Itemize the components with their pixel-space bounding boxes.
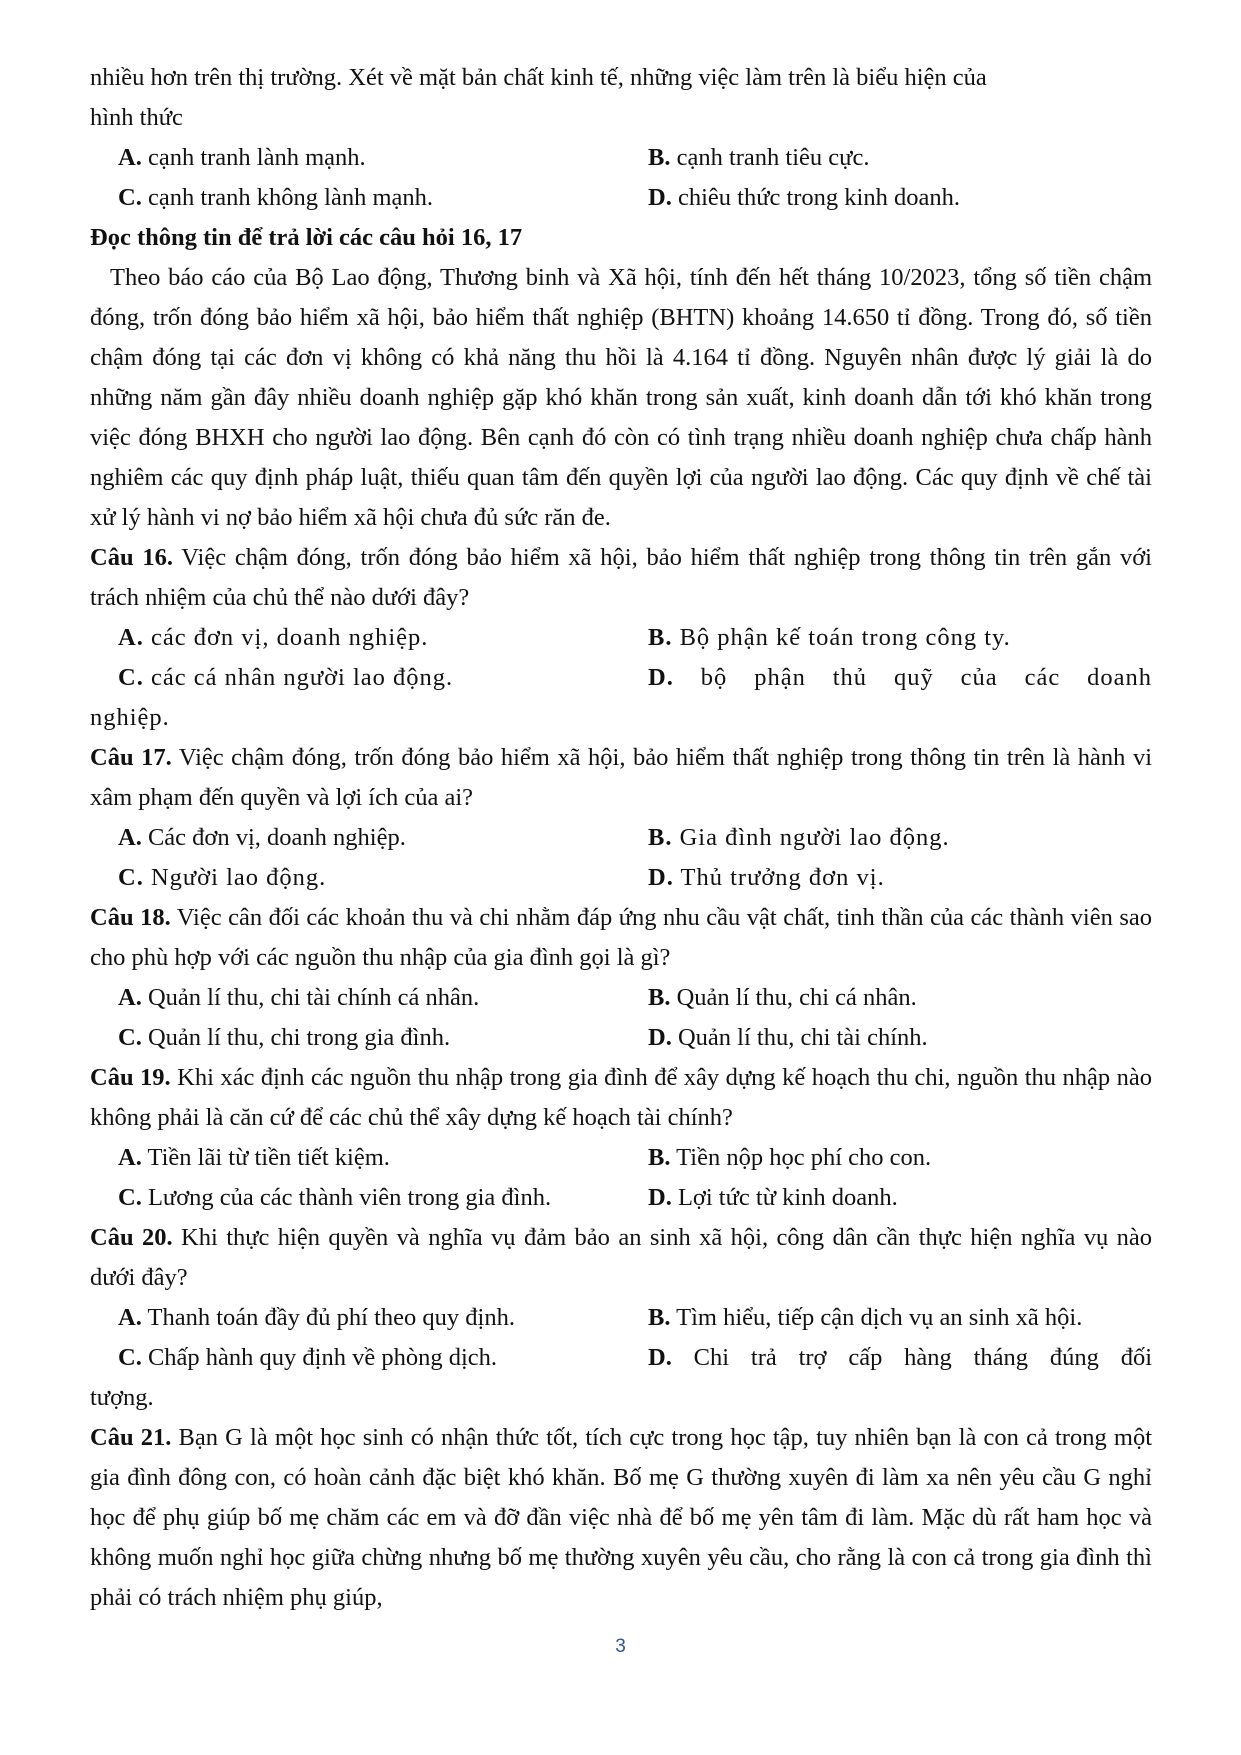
- question-20-label: Câu 20.: [90, 1224, 173, 1251]
- q16-option-a: A. các đơn vị, doanh nghiệp.: [118, 624, 429, 651]
- q16-options-row-1: [90, 618, 1152, 658]
- question-19-label: Câu 19.: [90, 1064, 171, 1091]
- question-18-text: Việc cân đối các khoản thu và chi nhằm đáp ứng nhu cầu vật chất, tinh thần của các thành viên sao cho phù hợp với các nguồn thu nhập của gia đình gọi là gì?: [90, 904, 1152, 971]
- question-17-label: Câu 17.: [90, 744, 172, 771]
- q20-option-b: B. Tìm hiểu, tiếp cận dịch vụ an sinh xã hội.: [648, 1304, 1083, 1331]
- q17-options-row-1: [90, 818, 1152, 858]
- question-16: [90, 538, 1152, 618]
- q15-option-b: B. cạnh tranh tiêu cực.: [648, 144, 870, 171]
- q20-option-c: C. Chấp hành quy định về phòng dịch.: [118, 1344, 498, 1371]
- question-18: [90, 898, 1152, 978]
- q17-options-row-2: [90, 858, 1152, 898]
- q19-option-a: A. Tiền lãi từ tiền tiết kiệm.: [118, 1144, 390, 1171]
- q15-option-a: A. cạnh tranh lành mạnh.: [118, 144, 366, 171]
- q17-option-d: D. Thủ trưởng đơn vị.: [648, 864, 885, 891]
- page-number: 3: [615, 1636, 626, 1657]
- q19-option-b: B. Tiền nộp học phí cho con.: [648, 1144, 932, 1171]
- q18-option-b: B. Quản lí thu, chi cá nhân.: [648, 984, 917, 1011]
- q15-options-row-2: [90, 178, 1152, 218]
- question-21: [90, 1418, 1152, 1618]
- q15-option-c: C. cạnh tranh không lành mạnh.: [118, 184, 434, 211]
- q19-option-c: C. Lương của các thành viên trong gia đình.: [118, 1184, 552, 1211]
- intro-line-1: nhiều hơn trên thị trường. Xét về mặt bản chất kinh tế, những việc làm trên là biểu hiện của: [90, 64, 987, 91]
- question-16-label: Câu 16.: [90, 544, 173, 571]
- question-19: [90, 1058, 1152, 1138]
- question-18-label: Câu 18.: [90, 904, 171, 931]
- q16-option-c: C. các cá nhân người lao động.: [118, 664, 454, 691]
- q20-option-d: D. Chi trả trợ cấp hàng tháng đúng đối: [648, 1344, 1153, 1371]
- question-20-text: Khi thực hiện quyền và nghĩa vụ đảm bảo an sinh xã hội, công dân cần thực hiện nghĩa vụ nào dưới đây?: [90, 1224, 1153, 1291]
- question-21-label: Câu 21.: [90, 1424, 172, 1451]
- q15-options-row-1: [90, 138, 1152, 178]
- info-paragraph: Theo báo cáo của Bộ Lao động, Thương binh và Xã hội, tính đến hết tháng 10/2023, tổng số tiền chậm đóng, trốn đóng bảo hiểm xã hội, bảo hiểm thất nghiệp (BHTN) khoảng 14.650 tỉ đồng. Trong đó, số tiền chậm đóng tại các đơn vị không có khả năng thu hồi là 4.164 tỉ đồng. Nguyên nhân được lý giải là do những năm gần đây nhiều doanh nghiệp gặp khó khăn trong sản xuất, kinh doanh dẫn tới khó khăn trong việc đóng BHXH cho người lao động. Bên cạnh đó còn có tình trạng nhiều doanh nghiệp chưa chấp hành nghiêm các quy định pháp luật, thiếu quan tâm đến quyền lợi của người lao động. Các quy định về chế tài xử lý hành vi nợ bảo hiểm xã hội chưa đủ sức răn đe.: [90, 264, 1152, 531]
- question-17-text: Việc chậm đóng, trốn đóng bảo hiểm xã hội, bảo hiểm thất nghiệp trong thông tin trên là hành vi xâm phạm đến quyền và lợi ích của ai?: [90, 744, 1152, 811]
- intro-line-2: hình thức: [90, 104, 183, 131]
- question-17: [90, 738, 1152, 818]
- q20-option-d-continued: tượng.: [90, 1384, 154, 1411]
- q20-options-row-1: [90, 1298, 1152, 1338]
- q20-option-a: A. Thanh toán đầy đủ phí theo quy định.: [118, 1304, 515, 1331]
- page-content: [90, 58, 1152, 1618]
- q16-options-row-2: [90, 658, 1152, 698]
- q19-option-d: D. Lợi tức từ kinh doanh.: [648, 1184, 898, 1211]
- q15-option-d: D. chiêu thức trong kinh doanh.: [648, 184, 960, 211]
- q18-option-a: A. Quản lí thu, chi tài chính cá nhân.: [118, 984, 480, 1011]
- question-19-text: Khi xác định các nguồn thu nhập trong gia đình để xây dựng kế hoạch thu chi, nguồn thu nhập nào không phải là căn cứ để các chủ thể xây dựng kế hoạch tài chính?: [90, 1064, 1152, 1131]
- question-16-text: Việc chậm đóng, trốn đóng bảo hiểm xã hội, bảo hiểm thất nghiệp trong thông tin trên gắn với trách nhiệm của chủ thể nào dưới đây?: [90, 544, 1152, 611]
- q17-option-c: C. Người lao động.: [118, 864, 327, 891]
- q16-option-d-continued: nghiệp.: [90, 704, 170, 731]
- q17-option-b: B. Gia đình người lao động.: [648, 824, 950, 851]
- intro-text: [90, 58, 1152, 138]
- q18-options-row-2: [90, 1018, 1152, 1058]
- question-21-text: Bạn G là một học sinh có nhận thức tốt, tích cực trong học tập, tuy nhiên bạn là con cả trong một gia đình đông con, có hoàn cảnh đặc biệt khó khăn. Bố mẹ G thường xuyên đi làm xa nên yêu cầu G nghỉ học để phụ giúp bố mẹ chăm các em và đỡ đần việc nhà để bố mẹ yên tâm đi làm. Mặc dù rất ham học và không muốn nghỉ học giữa chừng nhưng bố mẹ thường xuyên yêu cầu, cho rằng là con cả trong gia đình thì phải có trách nhiệm phụ giúp,: [90, 1424, 1153, 1611]
- q16-option-b: B. Bộ phận kế toán trong công ty.: [648, 624, 1011, 651]
- q17-option-a: A. Các đơn vị, doanh nghiệp.: [118, 824, 406, 851]
- q20-options-row-2: [90, 1338, 1152, 1378]
- q19-options-row-1: [90, 1138, 1152, 1178]
- question-20: [90, 1218, 1152, 1298]
- q16-option-d: D. bộ phận thủ quỹ của các doanh: [648, 664, 1153, 691]
- info-heading: Đọc thông tin để trả lời các câu hỏi 16, 17: [90, 224, 523, 251]
- q19-options-row-2: [90, 1178, 1152, 1218]
- q18-option-c: C. Quản lí thu, chi trong gia đình.: [118, 1024, 451, 1051]
- q18-option-d: D. Quản lí thu, chi tài chính.: [648, 1024, 928, 1051]
- q18-options-row-1: [90, 978, 1152, 1018]
